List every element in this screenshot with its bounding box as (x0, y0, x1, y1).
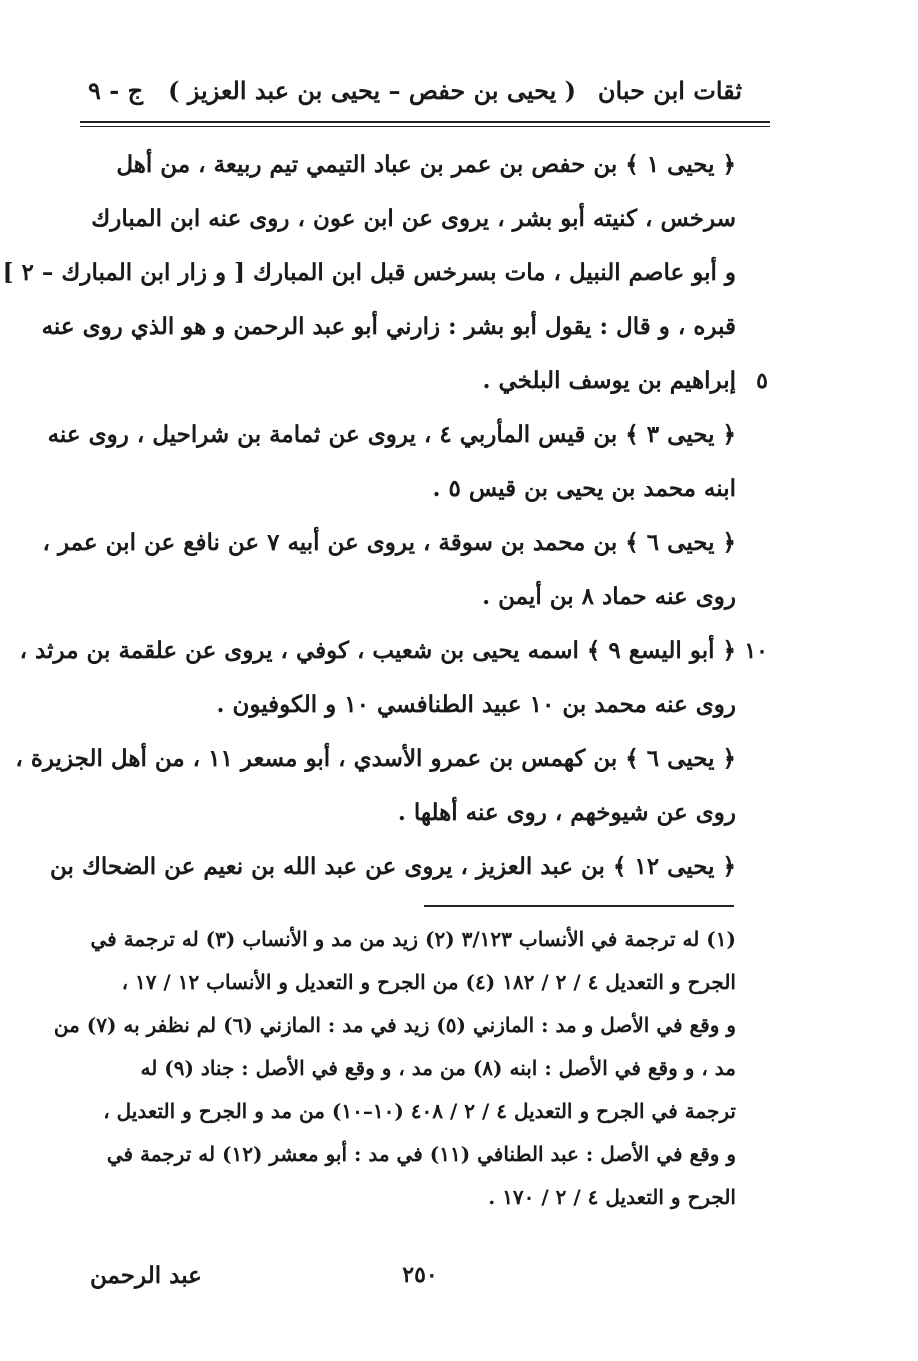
footnote-rule (424, 905, 734, 907)
footnote-line: الجرح و التعديل ٤ / ٢ / ١٧٠ . (488, 1185, 736, 1209)
footnote-line: (١) له ترجمة في الأنساب ٣/١٢٣ (٢) زيد من مد و الأنساب (٣) له ترجمة في (90, 927, 736, 951)
text-line (80, 354, 768, 408)
header-rule (80, 121, 770, 123)
footnote-line: الجرح و التعديل ٤ / ٢ / ١٨٢ (٤) من الجرح و التعديل و الأنساب ١٢ / ١٧ ، (121, 970, 736, 994)
text-line: روى عنه محمد بن ١٠ عبيد الطنافسي ١٠ و الكوفيون . (216, 691, 736, 718)
text-line-content: ﴿ أبو اليسع ٩ ﴾ اسمه يحيى بن شعيب ، كوفي ، يروى عن علقمة بن مرثد ، (19, 637, 736, 664)
catchword: عبد الرحمن (90, 1262, 202, 1289)
text-line: سرخس ، كنيته أبو بشر ، يروى عن ابن عون ، روى عنه ابن المبارك (91, 205, 736, 232)
text-line: روى عنه حماد ٨ بن أيمن . (482, 583, 736, 610)
text-line (19, 624, 768, 678)
line-number: ٥ (756, 368, 768, 394)
line-number: ١٠ (744, 638, 768, 664)
main-text (2, 138, 768, 894)
footnote-line: مد ، و وقع في الأصل : ابنه (٨) من مد ، و وقع في الأصل : جناد (٩) له (140, 1056, 736, 1080)
footnote-line: ترجمة في الجرح و التعديل ٤ / ٢ / ٤٠٨ (١٠–١٠) من مد و الجرح و التعديل ، (103, 1099, 736, 1123)
header-rule-thin (80, 126, 770, 127)
footnote-line: و وقع في الأصل و مد : المازني (٥) زيد في مد : المازني (٦) لم نظفر به (٧) من (53, 1013, 736, 1037)
page-header (82, 72, 742, 116)
text-line-content: إبراهيم بن يوسف البلخي . (482, 367, 736, 394)
text-line: ﴿ يحيى ١٢ ﴾ بن عبد العزيز ، يروى عن عبد الله بن نعيم عن الضحاك بن (50, 853, 736, 880)
page-number: ٢٥٠ (402, 1262, 438, 1288)
footnote-line: و وقع في الأصل : عبد الطنافي (١١) في مد : أبو معشر (١٢) له ترجمة في (106, 1142, 736, 1166)
volume-label: ج - ٩ (88, 76, 144, 105)
section-range: ( يحيى بن حفص – يحيى بن عبد العزيز ) (168, 76, 576, 105)
text-line: ﴿ يحيى ٣ ﴾ بن قيس المأربي ٤ ، يروى عن ثمامة بن شراحيل ، روى عنه (47, 421, 736, 448)
text-line: ابنه محمد بن يحيى بن قيس ٥ . (432, 475, 736, 502)
text-line: قبره ، و قال : يقول أبو بشر : زارني أبو عبد الرحمن و هو الذي روى عنه (41, 313, 736, 340)
footnotes (53, 918, 736, 1219)
text-line: ﴿ يحيى ٦ ﴾ بن محمد بن سوقة ، يروى عن أبيه ٧ عن نافع عن ابن عمر ، (42, 529, 736, 556)
text-line: و أبو عاصم النبيل ، مات بسرخس قبل ابن المبارك [ و زار ابن المبارك – ٢ ] (2, 259, 736, 286)
text-line: ﴿ يحيى ١ ﴾ بن حفص بن عمر بن عباد التيمي تيم ربيعة ، من أهل (116, 151, 736, 178)
text-line: روى عن شيوخهم ، روى عنه أهلها . (397, 799, 736, 826)
text-line: ﴿ يحيى ٦ ﴾ بن كهمس بن عمرو الأسدي ، أبو مسعر ١١ ، من أهل الجزيرة ، (15, 745, 736, 772)
book-title: ثقات ابن حبان (597, 76, 742, 105)
